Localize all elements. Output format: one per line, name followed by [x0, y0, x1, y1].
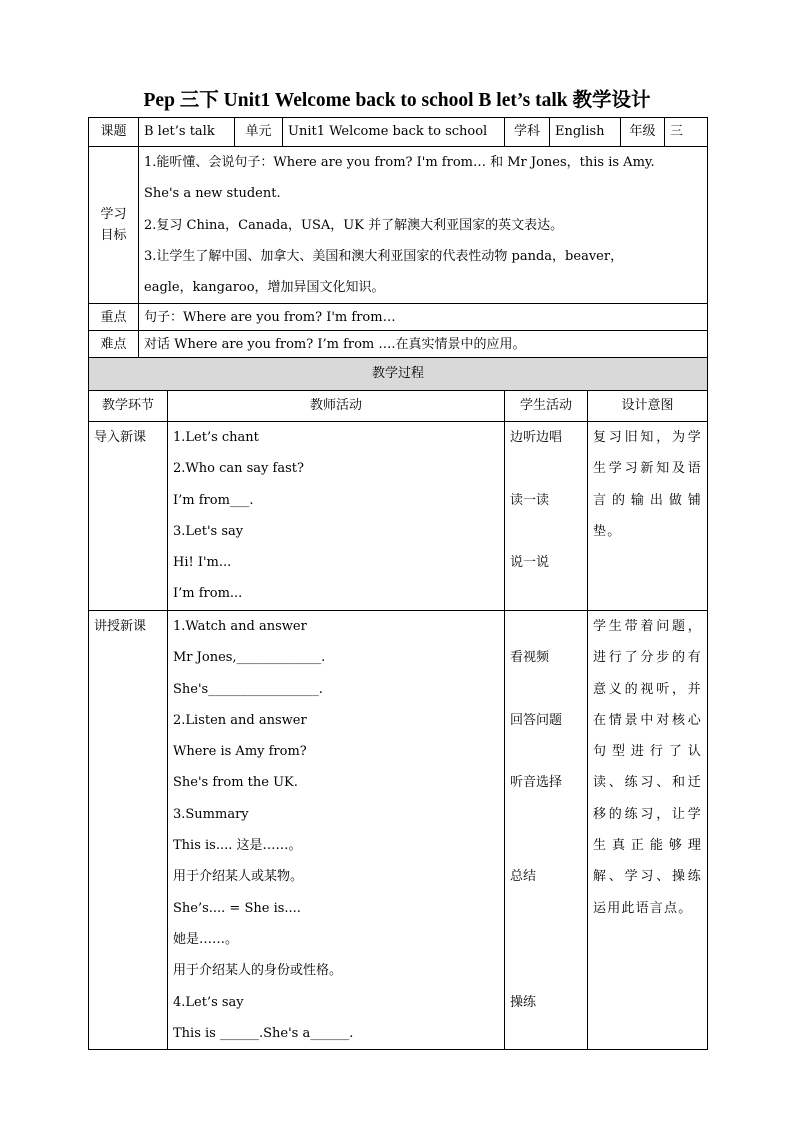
table-row — [89, 422, 708, 611]
difficult-point-text: 对话 Where are you from? I’m from ….在真实情景中的应用。 — [139, 331, 708, 358]
table-row — [89, 611, 708, 1050]
student-line — [510, 453, 582, 484]
teacher-line: Hi! I'm... — [173, 555, 232, 571]
student-line: 总结 — [510, 869, 537, 885]
teacher-cell — [168, 422, 505, 611]
key-point-text: 句子：Where are you from? I'm from… — [139, 304, 708, 331]
objective-line: 3.让学生了解中国、加拿大、美国和澳大利亚国家的代表性动物 panda，beaver， — [144, 248, 624, 264]
key-point-label: 重点 — [89, 304, 139, 331]
student-line — [510, 516, 582, 547]
student-line — [510, 611, 582, 642]
teacher-line: She's from the UK. — [173, 775, 298, 791]
objectives-label-line: 目标 — [100, 228, 127, 244]
topic-label: 课题 — [89, 118, 139, 147]
teacher-line: This is ______.She's a______. — [173, 1025, 354, 1041]
intent-text: 学生带着问题，进行了分步的有意义的视听，并在情景中对核心句型进行了认读、练习、和迁移的练习，让学生真正能够理解、学习、操练运用此语言点。 — [593, 619, 703, 916]
student-line — [510, 674, 582, 705]
unit-label: 单元 — [235, 118, 283, 147]
student-line: 听音选择 — [510, 775, 563, 791]
teacher-line: 用于介绍某人的身份或性格。 — [173, 963, 343, 979]
subject-label: 学科 — [505, 118, 550, 147]
teacher-cell — [168, 611, 505, 1050]
stage-cell — [89, 422, 168, 611]
teacher-line: Mr Jones,_____________. — [173, 650, 326, 666]
student-line — [510, 893, 582, 924]
teacher-line: 3.Let's say — [173, 523, 244, 539]
student-line: 读一读 — [510, 492, 550, 508]
objective-line: She's a new student. — [144, 186, 281, 202]
teacher-line: 1.Watch and answer — [173, 619, 307, 634]
student-line: 说一说 — [510, 555, 550, 571]
column-header-teacher: 教师活动 — [168, 391, 505, 422]
teacher-line: Where is Amy from? — [173, 744, 307, 760]
intent-text: 复习旧知，为学生学习新知及语言的输出做铺垫。 — [593, 430, 703, 539]
info-table — [88, 117, 708, 358]
student-line — [510, 830, 582, 861]
teacher-line: This is.... 这是……。 — [173, 838, 302, 854]
teacher-line: 4.Let’s say — [173, 994, 244, 1010]
student-line — [510, 955, 582, 986]
objectives-label — [89, 147, 139, 304]
student-line: 回答问题 — [510, 712, 563, 728]
objective-line: 1.能听懂、会说句子：Where are you from? I'm from… 和 Mr Jones，this is Amy. — [144, 155, 655, 170]
teacher-line: She's_________________. — [173, 681, 323, 697]
teacher-line: 2.Who can say fast? — [173, 461, 304, 477]
student-line — [510, 578, 582, 609]
intent-cell — [588, 611, 708, 1050]
column-header-student: 学生活动 — [505, 391, 588, 422]
intent-cell — [588, 422, 708, 611]
teacher-line: 她是……。 — [173, 931, 239, 947]
grade-value: 三 — [665, 118, 708, 147]
process-heading: 教学过程 — [89, 358, 708, 391]
student-line: 边听边唱 — [510, 430, 563, 445]
stage-cell — [89, 611, 168, 1050]
objectives-label-line: 学习 — [100, 206, 127, 222]
student-line — [510, 924, 582, 955]
student-line — [510, 1018, 582, 1049]
student-line — [510, 799, 582, 830]
teacher-line: 3.Summary — [173, 806, 249, 822]
teacher-line: 2.Listen and answer — [173, 712, 307, 728]
subject-value: English — [550, 118, 621, 147]
teacher-line: I’m from... — [173, 586, 243, 602]
page-title: Pep 三下 Unit1 Welcome back to school B let’s talk 教学设计 — [143, 90, 651, 111]
process-table — [88, 357, 708, 1050]
objective-line: eagle，kangaroo，增加异国文化知识。 — [144, 280, 385, 296]
teacher-line: 1.Let’s chant — [173, 430, 259, 445]
column-header-intent: 设计意图 — [588, 391, 708, 422]
column-header-stage: 教学环节 — [89, 391, 168, 422]
student-line: 操练 — [510, 994, 537, 1010]
objective-line: 2.复习 China，Canada，USA，UK 并了解澳大利亚国家的英文表达。 — [144, 217, 564, 233]
objectives-content — [139, 147, 708, 304]
unit-value: Unit1 Welcome back to school — [283, 118, 505, 147]
teacher-line: 用于介绍某人或某物。 — [173, 869, 304, 885]
student-line: 看视频 — [510, 650, 550, 666]
teacher-line: I’m from___. — [173, 492, 254, 508]
stage-label: 讲授新课 — [94, 619, 147, 634]
student-cell — [505, 611, 588, 1050]
teacher-line: She’s.... = She is.... — [173, 900, 301, 916]
student-line — [510, 736, 582, 767]
student-cell — [505, 422, 588, 611]
topic-value: B let’s talk — [139, 118, 235, 147]
difficult-point-label: 难点 — [89, 331, 139, 358]
grade-label: 年级 — [621, 118, 665, 147]
stage-label: 导入新课 — [94, 430, 147, 445]
